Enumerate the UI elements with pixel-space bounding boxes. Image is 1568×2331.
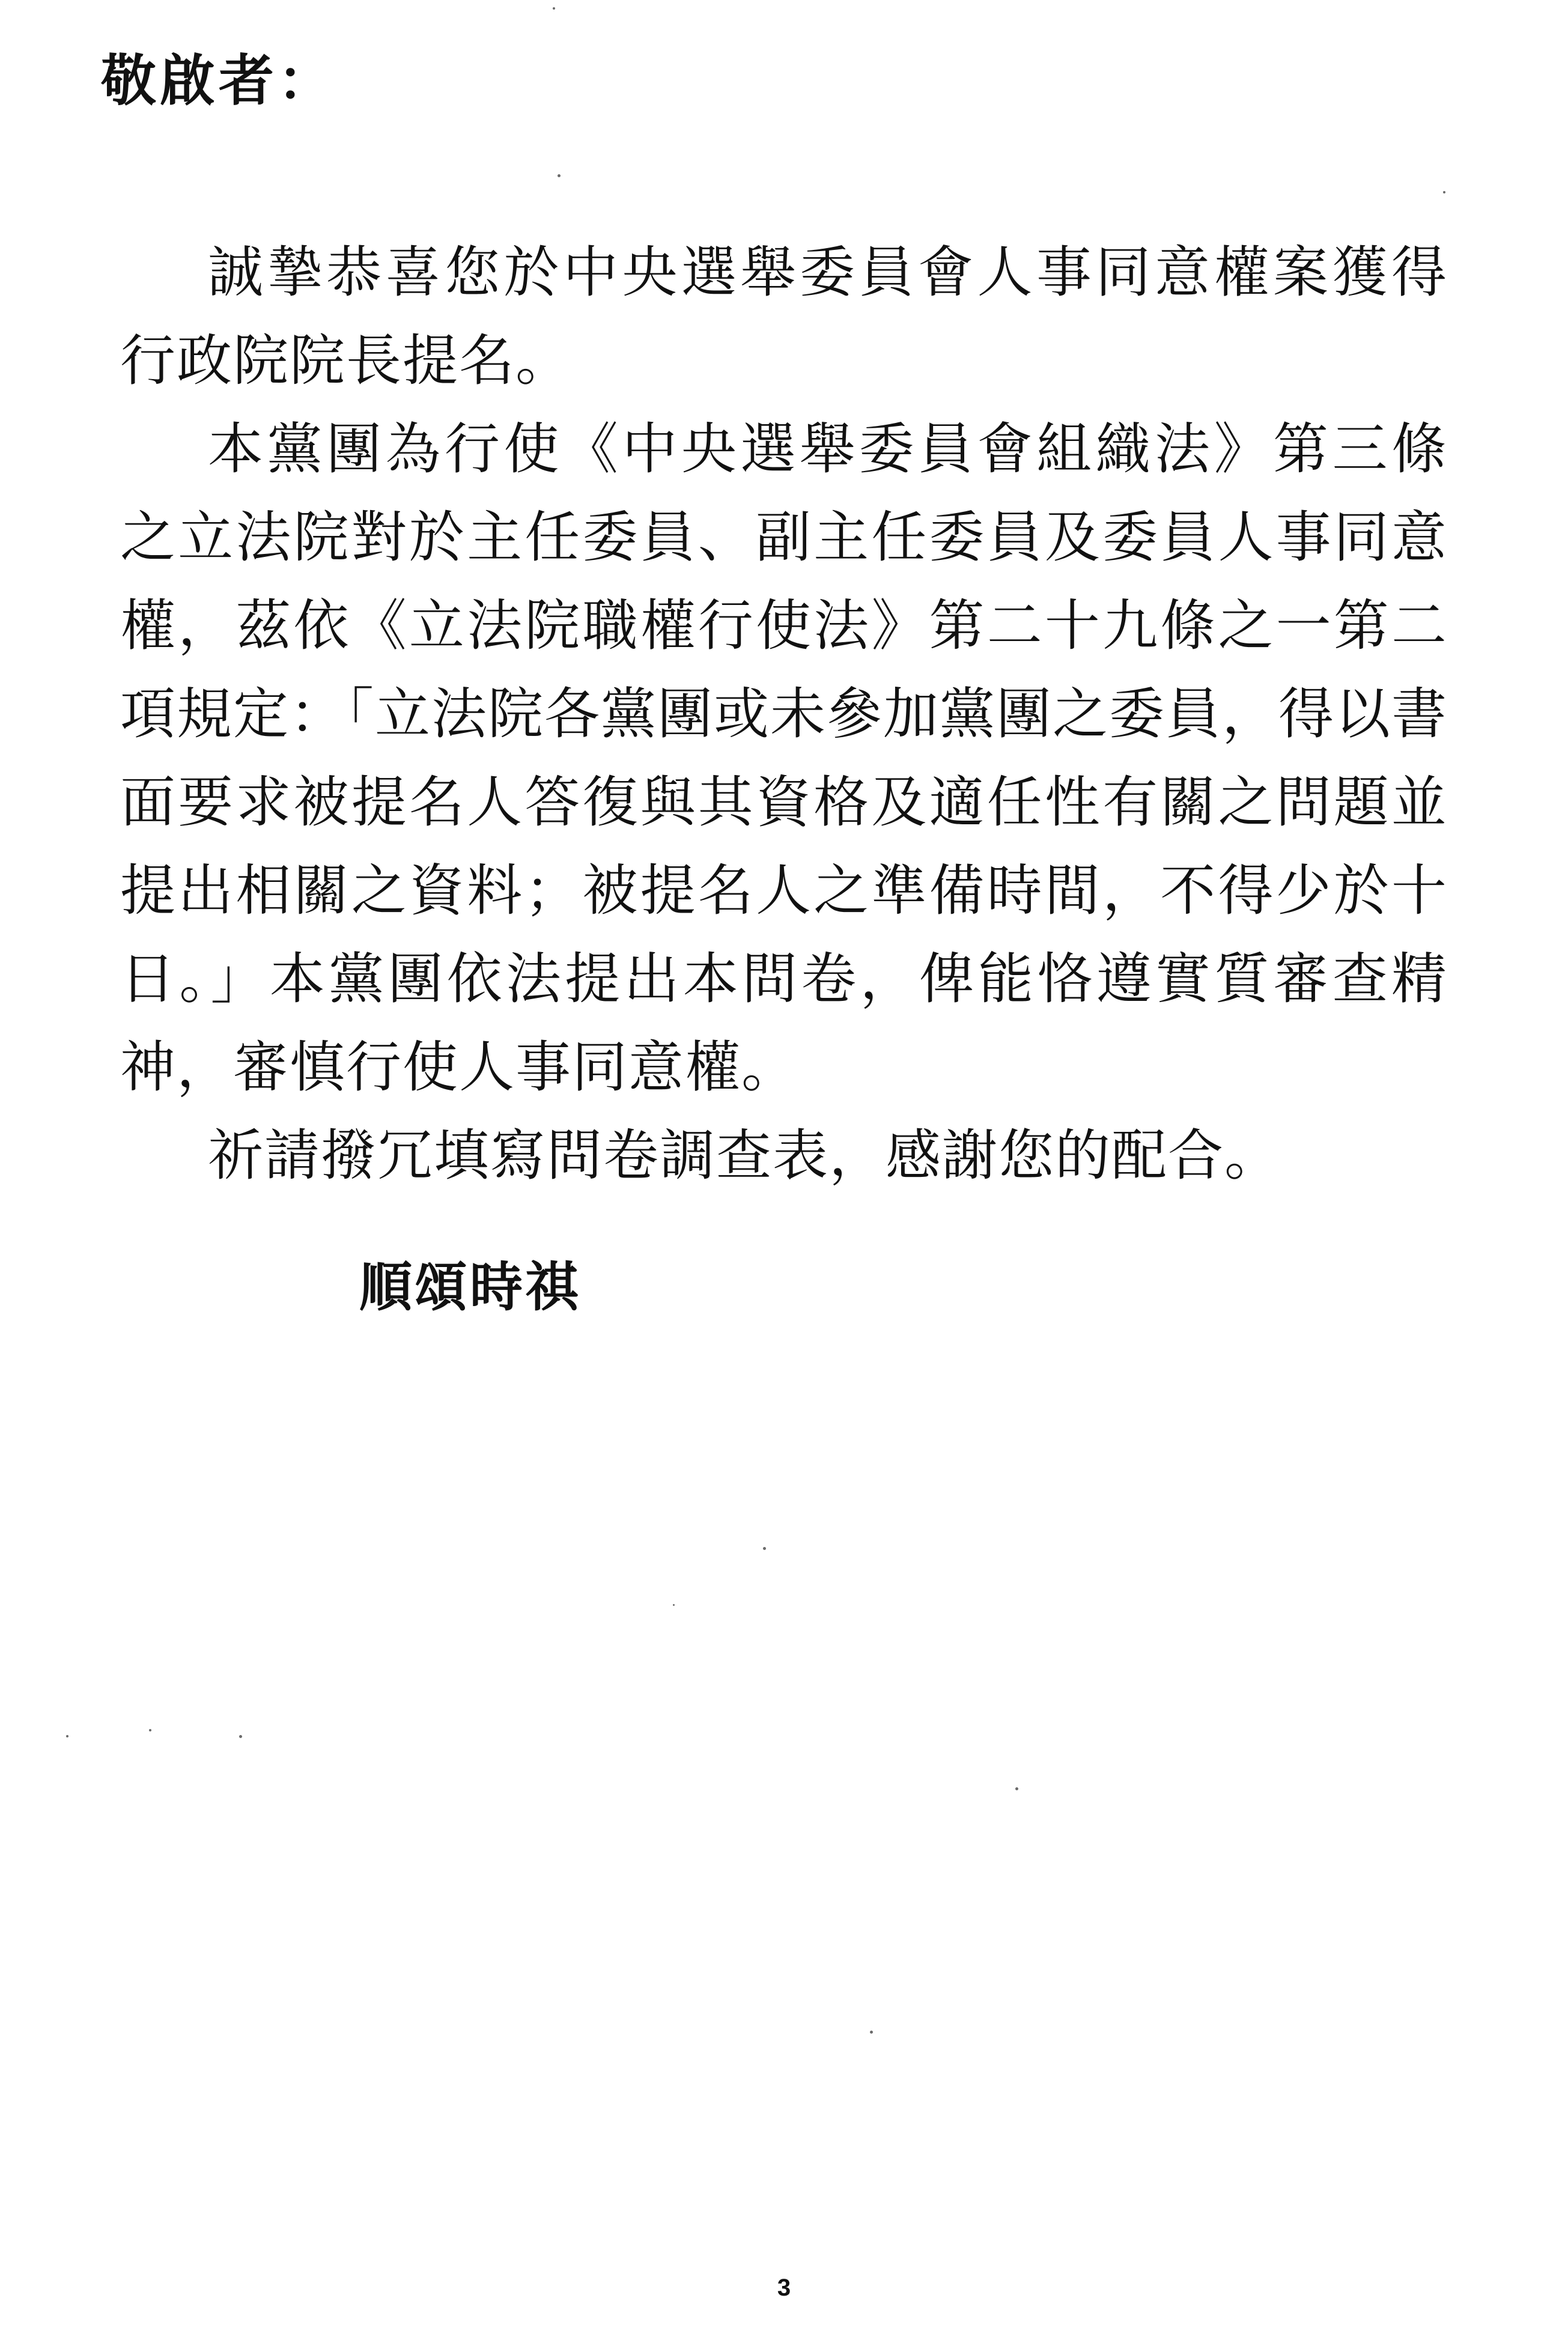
scan-speck <box>870 2031 873 2034</box>
scan-speck <box>66 1735 68 1737</box>
letter-body <box>120 228 1448 1200</box>
scan-speck <box>1015 1787 1018 1790</box>
page-number: 3 <box>777 2275 791 2301</box>
scan-speck <box>149 1729 151 1731</box>
scan-speck <box>553 7 555 10</box>
salutation: 敬啟者： <box>101 48 337 113</box>
paragraph-legal-basis: 本黨團為行使《中央選舉委員會組織法》第三條之立法院對於主任委員、副主任委員及委員人事同意權，茲依《立法院職權行使法》第二十九條之一第二項規定：「立法院各黨團或未參加黨團之委員，得以書面要求被提名人答復與其資格及適任性有關之問題並提出相關之資料；被提名人之準備時間，不得少於十日。」本黨團依法提出本問卷，俾能恪遵實質審查精神，審慎行使人事同意權。 <box>120 417 1448 1099</box>
paragraph-congratulations: 誠摯恭喜您於中央選舉委員會人事同意權案獲得行政院院長提名。 <box>120 240 1448 393</box>
closing-phrase: 順頌時祺 <box>359 1256 581 1318</box>
scan-speck <box>763 1547 766 1550</box>
paragraph-request: 祈請撥冗填寫問卷調查表，感謝您的配合。 <box>208 1123 1281 1188</box>
scan-speck <box>239 1735 242 1738</box>
scan-speck <box>558 174 561 177</box>
scan-speck <box>1443 191 1445 193</box>
scan-speck <box>673 1604 675 1606</box>
